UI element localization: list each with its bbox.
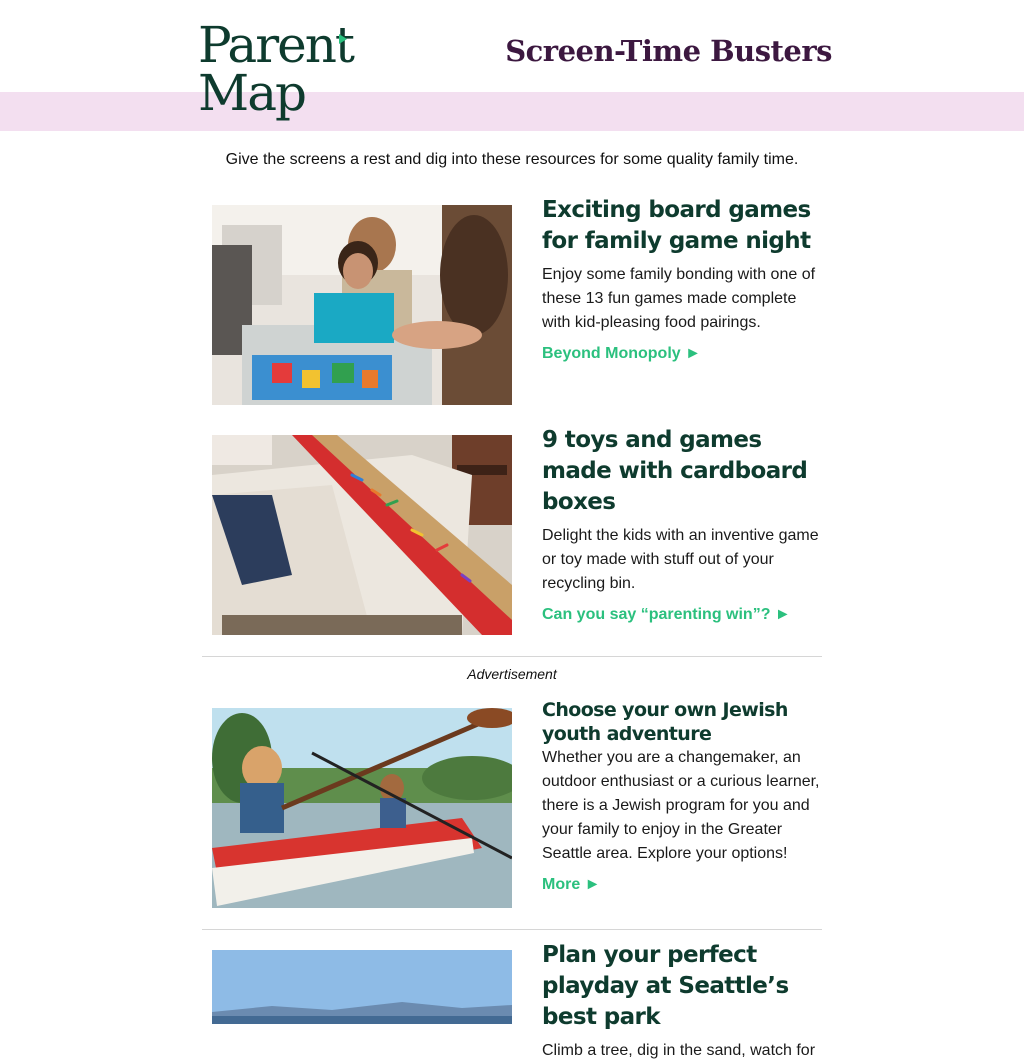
beyond-monopoly-link[interactable]: Beyond Monopoly ► [542,345,701,362]
cardboard-marble-run-photo[interactable] [212,435,512,635]
park-landscape-photo[interactable] [212,950,512,1024]
article-text [542,197,826,363]
article-text [542,699,826,894]
article-card [212,942,824,1059]
kayak-photo[interactable] [212,708,512,908]
article-body: Whether you are a changemaker, an outdoor enthusiast or a curious learner, there is a Jewish program for you and your family to enjoy in the Greater Seattle area. Explore your options! [542,749,820,862]
more-link[interactable]: More ► [542,876,601,893]
logo-line-1: Parent [198,16,353,74]
logo-line-2: Map [198,64,306,122]
article-body: Enjoy some family bonding with one of these 13 fun games made complete with kid-pleasing food pairings. [542,266,816,331]
article-body: Delight the kids with an inventive game or toy made with stuff out of your recycling bin. [542,527,819,592]
article-title[interactable]: Exciting board games for family game night [542,197,811,254]
article-card [212,197,824,405]
article-title[interactable]: Plan your perfect playday at Seattle’s best park [542,942,789,1030]
article-body: Climb a tree, dig in the sand, watch for [542,1042,816,1059]
divider [202,929,822,930]
divider [202,656,822,657]
article-text [542,427,826,624]
article-card [212,699,824,908]
newsletter-title: Screen-Time Busters [505,34,832,68]
advertisement-label: Advertisement [467,666,557,682]
article-title[interactable]: 9 toys and games made with cardboard boxes [542,427,808,515]
article-card [212,427,824,635]
intro-text: Give the screens a rest and dig into these resources for some quality family time. [225,151,799,168]
header-band [0,92,1024,131]
parenting-win-link[interactable]: Can you say “parenting win”? ► [542,606,791,623]
logo-play-icon [339,34,347,44]
article-text [542,942,826,1063]
board-game-photo[interactable] [212,205,512,405]
article-title[interactable]: Choose your own Jewish youth adventure [542,699,788,745]
parentmap-logo[interactable] [198,14,358,124]
